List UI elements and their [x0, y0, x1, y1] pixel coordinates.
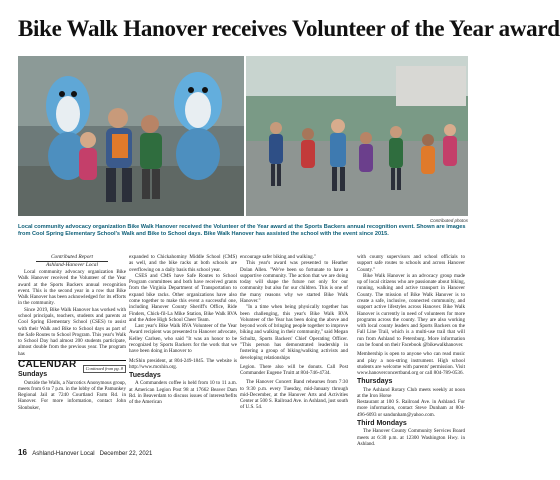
calendar-thursdays-text: The Ashland Rotary Club meets weekly at noon at the Iron Horse — [357, 386, 465, 399]
article-paragraph: encourage safer biking and walking." — [240, 254, 317, 260]
calendar-tuesdays-text: A Commanders coffee is held from 10 to 11 a.m. at American Legion Post 98 at 17662 Beaver Dam Rd. in Beaverdam to discuss issues of interest/befits of the American — [129, 380, 237, 406]
article-paragraph: This year's award was presented to Heather Dolan Allen. "We've been so fortunate to have a supportive community. The action that we are doing today will shape the future not only for our community but also for our children. This is one of the many reasons why we started Bike Walk Hanover." — [240, 260, 348, 304]
byline — [18, 254, 126, 269]
column-1 — [18, 254, 126, 411]
calendar-text: McShin president, at 804-249-1845. The website is http://www.mcshin.org. — [129, 357, 237, 370]
photo-mascots-with-students — [18, 56, 244, 216]
page-footer — [18, 448, 152, 457]
calendar-section — [18, 360, 126, 411]
photo-walking-illustration — [246, 56, 468, 216]
calendar-sundays-text: Outside the Walls, a Narcotics Anonymous group, meets from 6 to 7 p.m. in the lobby of the Pamunkey Regional Jail at 7240 Courtland Farm Rd. in Hanover. For more information, contact John Slonbuker, — [18, 379, 126, 411]
photo-students-walking — [246, 56, 468, 216]
paper-name: Ashland-Hanover Local — [32, 451, 95, 457]
photo-mascots-illustration — [18, 56, 244, 216]
photo-credit: Contributed photos — [430, 218, 469, 223]
calendar-continued-note: Continued from pg. 8 — [83, 365, 126, 373]
byline-title: Contributed Report — [50, 254, 94, 260]
photo-caption: Local community advocacy organization Bike Walk Hanover received the Volunteer of the Year award at the Sports Backers annual recognition event. Shown are images from Cool Spring Elementary School's Walk and Bike to School days. Bike Walk Hanover has assisted the school with the event since 2015. — [18, 224, 466, 237]
page-number: 16 — [18, 448, 27, 457]
article-paragraph: with county supervisors and school officials to support safe routes to schools and across Hanover County." — [357, 254, 465, 273]
column-2 — [129, 254, 237, 405]
article-paragraph: Bike Walk Hanover is an advocacy group made up of local citizens who are passionate about biking, running, walking and active transport in Hanover County. The mission of Bike Walk Hanover is to create a safe, inclusive, connected community, and support active lifestyles across Hanover. Bike Walk Hanover is currently in need of volunteers for more programs across the county. They are also working with local county leaders and Sports Backers on the Fall Line Trail, which is a multi-use trail that will run from Ashland to Petersburg. More information can be found on their Facebook @bikewalkhanover. — [357, 272, 465, 348]
article-paragraph: Last year's Bike Walk RVA Volunteer of the Year Award recipient was presented to Hanover advocate, Kelley Carlsen, who said "It was an honor to be recognized by Sports Backers for the work that we have been doing in Hanover to — [129, 323, 237, 355]
calendar-sundays-heading: Sundays — [18, 371, 48, 379]
article-paragraph: CSES and CMS have Safe Routes to School Program committees and both have received grants from the Virginia Department of Transportation to expand bike racks. Other organizations have also come together to make this event a successful one, including Hanover County Sheriff's Office, Ride Finders, Chick-fil-La Mike Station, Bike Walk RVA and the Atlee High School Cheer Team. — [129, 272, 237, 323]
calendar-tuesdays-heading: Tuesdays — [129, 372, 161, 380]
article-paragraph: Local community advocacy organization Bike Walk Hanover received the Volunteer of the Year award at the Sports Backers annual recognition event. This is the second year in a row that Bike Walk Hanover has been acknowledged for its efforts in the community. — [18, 269, 126, 307]
column-3 — [240, 254, 348, 411]
article-paragraph: Since 2019, Bike Walk Hanover has worked with school principals, teachers, students and parents at Cool Spring Elementary School (CSES) to assist with their Walk and Bike to School days as part of the Safe Routes to School Program. This year's Walk to School Day had almost 200 students participate, almost double from the previous year. The program has — [18, 306, 126, 357]
calendar-third-mondays-text: The Hanover County Community Services Board meets at 6:30 p.m. at 12300 Washington Hwy. in Ashland. — [357, 428, 465, 447]
article-paragraph: Membership is open to anyone who can read music and play a non-string instrument. High school students are welcome with parents' permission. Visit www.hanoverconcertband.org or call 804-789-0536. — [357, 351, 465, 377]
column-4 — [357, 254, 465, 447]
calendar-text: Restaurant at 100 S. Railroad Ave. in Ashland. For more information, contact Steve Dunham at 804-496-6093 or sandunham@yahoo.com. — [357, 399, 465, 418]
calendar-thursdays-heading: Thursdays — [357, 378, 393, 386]
calendar-text: Legion. There also will be donuts. Call Post Commander Eugene Truitt at 804-746-4734. — [240, 363, 348, 377]
calendar-third-mondays-heading: Third Mondays — [357, 420, 407, 428]
issue-date: December 22, 2021 — [99, 451, 153, 457]
calendar-concert-band-text: The Hanover Concert Band rehearses from 7:30 to 9:30 p.m. every Tuesday, mid-January through mid-December, at the Hanover Arts and Activities Center at 500 S. Railroad Ave. in Ashland, just south of U.S. 54. — [240, 379, 348, 411]
article-paragraph: expanded to Chickahominy Middle School (CMS) as well, and the bike racks at both schools are overflowing on a daily basis this school year. — [129, 254, 237, 273]
article-paragraph: "In a time when being physically together has been challenging, this year's Bike Walk RVA Volunteer of the Year has been doing the above and beyond work of bringing people together to improve biking and walking in their community," said Megan Schultz, Sports Backers' Chief Operating Officer. "This person has demonstrated leadership in fostering a group of biking/walking activists and developing relationships — [240, 304, 348, 361]
calendar-title: CALENDAR — [18, 358, 77, 370]
headline: Bike Walk Hanover receives Volunteer of the Year award — [18, 16, 560, 41]
byline-source: Ashland-Hanover Local — [46, 262, 98, 268]
